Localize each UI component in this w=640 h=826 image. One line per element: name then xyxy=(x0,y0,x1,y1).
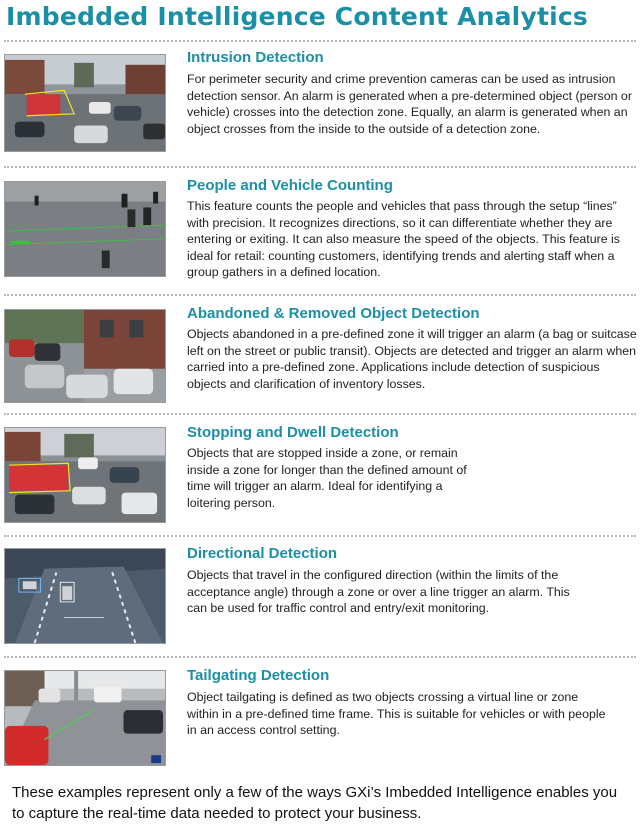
abandoned-object-image xyxy=(4,309,166,403)
intrusion-detection-image xyxy=(4,54,166,152)
section-body-people-counting: This feature counts the people and vehicles that pass through the setup “lines” with precision. It recognizes directions, so it can differentiate whether they are entering or exiting. It can also measure the speed of the objects. This feature is ideal for retail: counting customers, identifying trends and alerting staff when a group gathers in a defined location. xyxy=(187,199,621,280)
section-title-dwell-detection: Stopping and Dwell Detection xyxy=(187,424,399,441)
section-title-tailgating-detection: Tailgating Detection xyxy=(187,667,330,684)
section-divider xyxy=(4,656,636,658)
section-divider xyxy=(4,294,636,296)
directional-detection-image xyxy=(4,548,166,644)
section-title-people-counting: People and Vehicle Counting xyxy=(187,177,393,194)
section-body-intrusion: For perimeter security and crime prevention cameras can be used as intrusion detection sensor. An alarm is generated when a pre-determined object (person or vehicle) crosses into the detection zone. Equally, an alarm is generated when an object crosses from the inside to the outside of a detection zone. xyxy=(187,72,632,136)
section-title-intrusion: Intrusion Detection xyxy=(187,49,324,66)
section-title-directional-detection: Directional Detection xyxy=(187,545,338,562)
people-counting-image xyxy=(4,181,166,277)
section-title-abandoned-object: Abandoned & Removed Object Detection xyxy=(187,305,480,322)
dwell-detection-image xyxy=(4,427,166,523)
footer-text: These examples represent only a few of the ways GXi’s Imbedded Intelligence enables you to capture the real-time data needed to protect your business. xyxy=(12,784,618,822)
section-divider xyxy=(4,166,636,168)
section-body-abandoned-object: Objects abandoned in a pre-defined zone it will trigger an alarm (a bag or suitcase left on the street or public transit). Objects are detected and trigger an alarm when carried into a pre-defined zone. Applications include detection of suspicious objects and clarification of inventory losses. xyxy=(187,327,637,391)
section-body-directional-detection: Objects that travel in the configured direction (within the limits of the acceptance angle) through a zone or over a line trigger an alarm. This can be used for traffic control and entry/exit monitoring. xyxy=(187,568,570,616)
title-divider xyxy=(4,40,636,42)
section-divider xyxy=(4,535,636,537)
page-title: Imbedded Intelligence Content Analytics xyxy=(6,2,588,31)
tailgating-detection-image xyxy=(4,670,166,766)
section-divider xyxy=(4,413,636,415)
section-body-tailgating-detection: Object tailgating is defined as two objects crossing a virtual line or zone within in a pre-defined time frame. This is suitable for vehicles or with people in an access control setting. xyxy=(187,690,606,738)
section-body-dwell-detection: Objects that are stopped inside a zone, or remain inside a zone for longer than the defined amount of time will trigger an alarm. Ideal for identifying a loitering person. xyxy=(187,446,467,510)
